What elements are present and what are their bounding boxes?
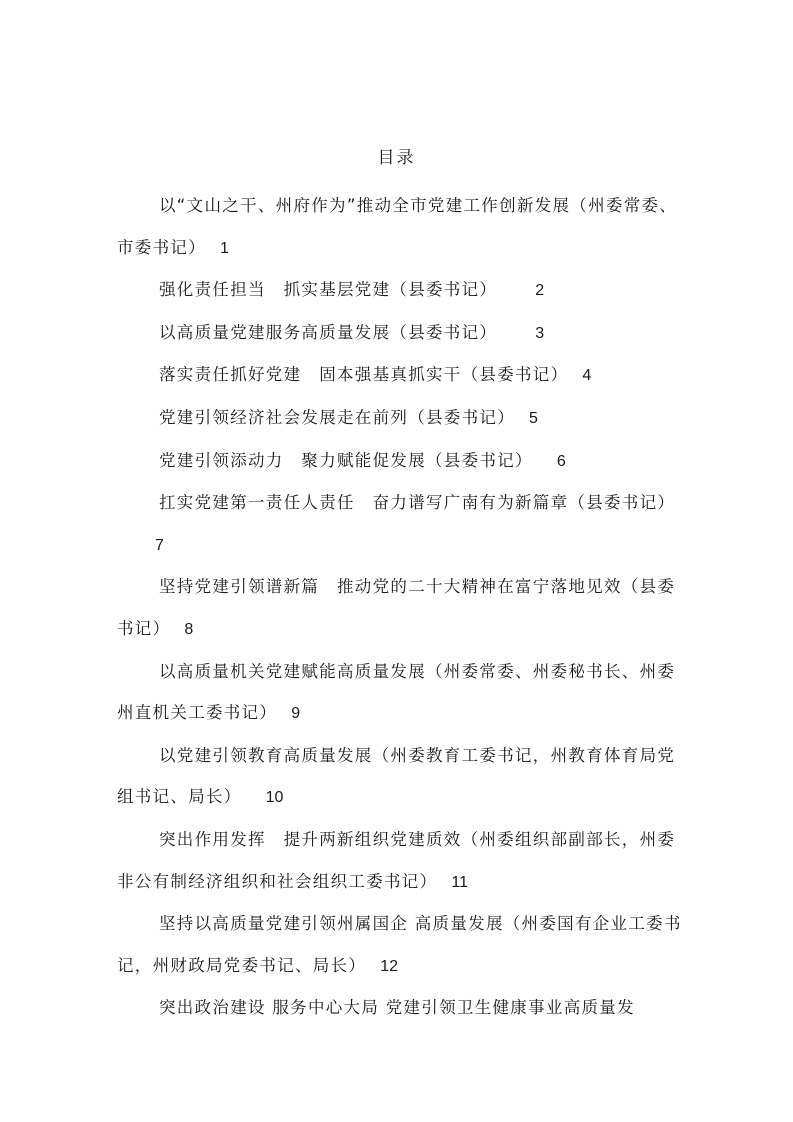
toc-entry-page: 11	[451, 873, 469, 891]
toc-entry-text: 坚持党建引领谱新篇 推动党的二十大精神在富宁落地见效（县委书记）	[117, 577, 676, 638]
toc-entry-text: 党建引领添动力 聚力赋能促发展（县委书记）	[159, 450, 533, 470]
toc-entry-text: 扛实党建第一责任人责任 奋力谱写广南有为新篇章（县委书记）	[159, 493, 676, 513]
toc-entry-page: 2	[535, 282, 545, 300]
toc-entry[interactable]	[117, 354, 687, 397]
toc-entry[interactable]	[117, 397, 687, 440]
toc-entry-page: 1	[220, 239, 229, 257]
toc-entry-text: 强化责任担当 抓实基层党建（县委书记）	[159, 280, 498, 300]
toc-entry[interactable]	[117, 185, 687, 269]
toc-entry[interactable]	[117, 440, 687, 483]
toc-entry-text: 落实责任抓好党建 固本强基真抓实干（县委书记）	[159, 365, 569, 385]
toc-entry[interactable]	[117, 987, 687, 1030]
toc-entry-text: 以党建引领教育高质量发展（州委教育工委书记，州教育体育局党组书记、局长）	[117, 745, 676, 807]
toc-entry[interactable]	[117, 735, 687, 819]
toc-entry-text: 党建引领经济社会发展走在前列（县委书记）	[159, 407, 515, 427]
toc-entry[interactable]	[117, 903, 687, 987]
toc-entry-text: 以高质量党建服务高质量发展（县委书记）	[159, 322, 498, 342]
toc-title: 目录	[377, 148, 416, 168]
toc-entry-text: 以“文山之干、州府作为”推动全市党建工作创新发展（州委常委、市委书记）	[117, 196, 678, 257]
toc-entry[interactable]	[117, 819, 687, 903]
toc-entry[interactable]	[117, 312, 687, 355]
toc-entry[interactable]	[117, 651, 687, 735]
toc-entry-page: 10	[265, 789, 284, 807]
toc-entry-text: 坚持以高质量党建引领州属国企 高质量发展（州委国有企业工委书记，州财政局党委书记、局长）	[117, 914, 682, 975]
toc-entry[interactable]	[117, 269, 687, 312]
toc-entry-text: 突出作用发挥 提升两新组织党建质效（州委组织部副部长，州委非公有制经济组织和社会组织工委书记）	[117, 829, 676, 891]
toc-entry-page: 8	[184, 620, 194, 638]
toc-entry-page: 6	[556, 452, 566, 470]
toc-entry-page: 4	[582, 367, 592, 385]
toc-entry-page: 5	[529, 409, 538, 427]
toc-list	[117, 185, 687, 1030]
toc-entry-text: 以高质量机关党建赋能高质量发展（州委常委、州委秘书长、州委州直机关工委书记）	[117, 661, 676, 723]
toc-entry[interactable]	[117, 482, 687, 566]
toc-entry-text: 突出政治建设 服务中心大局 党建引领卫生健康事业高质量发	[159, 998, 635, 1018]
toc-entry[interactable]	[117, 566, 687, 650]
toc-entry-page: 12	[380, 957, 398, 975]
toc-entry-page: 9	[291, 705, 301, 723]
toc-entry-page: 3	[535, 324, 545, 342]
toc-entry-page: 7	[155, 536, 164, 554]
